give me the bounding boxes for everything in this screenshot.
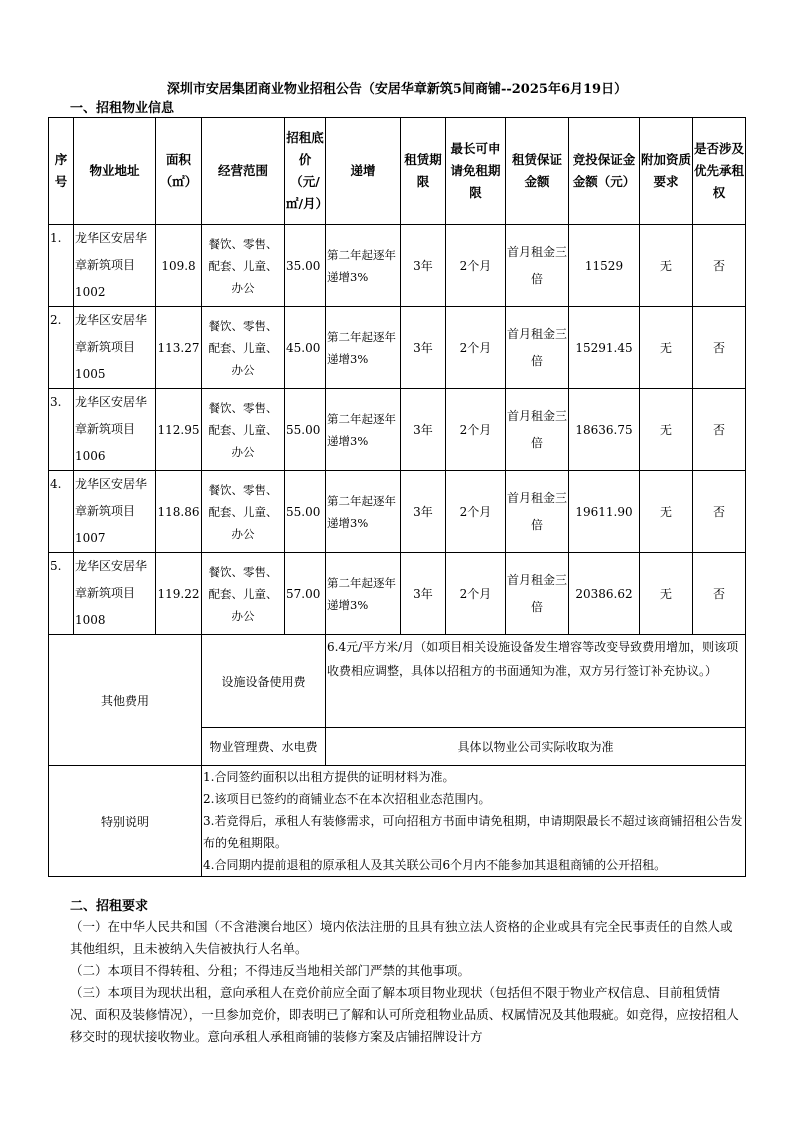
col-header: 最长可申请免租期限 xyxy=(446,118,506,225)
table-row xyxy=(49,471,746,553)
cell-increase: 第二年起逐年递增3% xyxy=(326,225,401,307)
cell-priority: 否 xyxy=(693,225,746,307)
cell-qual: 无 xyxy=(640,307,693,389)
cell-term: 3年 xyxy=(401,553,446,635)
cell-address: 龙华区安居华章新筑项目1006 xyxy=(74,389,156,471)
cell-bid: 20386.62 xyxy=(569,553,640,635)
cell-qual: 无 xyxy=(640,389,693,471)
facility-fee-text: 6.4元/平方米/月（如项目相关设施设备发生增容等改变导致费用增加，则该项收费相应调整，具体以招租方的书面通知为准，双方另行签订补充协议。） xyxy=(326,635,746,728)
col-header: 招租底价（元/㎡/月） xyxy=(285,118,326,225)
col-header: 物业地址 xyxy=(74,118,156,225)
cell-address: 龙华区安居华章新筑项目1008 xyxy=(74,553,156,635)
cell-increase: 第二年起逐年递增3% xyxy=(326,553,401,635)
special-notes-label: 特别说明 xyxy=(49,766,202,877)
cell-scope: 餐饮、零售、配套、儿童、办公 xyxy=(202,471,285,553)
special-note: 1.合同签约面积以出租方提供的证明材料为准。 xyxy=(203,770,455,784)
cell-price: 57.00 xyxy=(285,553,326,635)
col-header: 递增 xyxy=(326,118,401,225)
cell-free: 2个月 xyxy=(446,225,506,307)
cell-scope: 餐饮、零售、配套、儿童、办公 xyxy=(202,307,285,389)
other-fees-label: 其他费用 xyxy=(49,635,202,766)
property-table xyxy=(48,117,746,877)
table-row xyxy=(49,307,746,389)
cell-deposit: 首月租金三倍 xyxy=(506,307,569,389)
requirement-item: （二）本项目不得转租、分租；不得违反当地相关部门严禁的其他事项。 xyxy=(70,963,471,978)
cell-deposit: 首月租金三倍 xyxy=(506,225,569,307)
col-header: 竞投保证金金额（元） xyxy=(569,118,640,225)
col-header: 经营范围 xyxy=(202,118,285,225)
special-notes xyxy=(202,766,746,877)
cell-no: 3. xyxy=(49,389,74,471)
table-header-row xyxy=(49,118,746,225)
col-header: 面积（㎡） xyxy=(156,118,202,225)
cell-address: 龙华区安居华章新筑项目1007 xyxy=(74,471,156,553)
cell-bid: 18636.75 xyxy=(569,389,640,471)
facility-fee-row xyxy=(49,635,746,728)
col-header: 附加资质要求 xyxy=(640,118,693,225)
document-title: 深圳市安居集团商业物业招租公告（安居华章新筑5间商铺--2025年6月19日） xyxy=(166,82,628,97)
cell-free: 2个月 xyxy=(446,389,506,471)
cell-no: 5. xyxy=(49,553,74,635)
cell-address: 龙华区安居华章新筑项目1002 xyxy=(74,225,156,307)
special-note: 4.合同期内提前退租的原承租人及其关联公司6个月内不能参加其退租商铺的公开招租。 xyxy=(203,858,667,872)
cell-scope: 餐饮、零售、配套、儿童、办公 xyxy=(202,389,285,471)
cell-price: 45.00 xyxy=(285,307,326,389)
cell-area: 119.22 xyxy=(156,553,202,635)
cell-area: 113.27 xyxy=(156,307,202,389)
requirements-list xyxy=(70,916,740,1048)
cell-qual: 无 xyxy=(640,471,693,553)
cell-area: 112.95 xyxy=(156,389,202,471)
cell-priority: 否 xyxy=(693,471,746,553)
cell-qual: 无 xyxy=(640,225,693,307)
cell-free: 2个月 xyxy=(446,471,506,553)
table-row xyxy=(49,389,746,471)
section-heading-property-info: 一、招租物业信息 xyxy=(70,101,175,116)
requirement-item: （三）本项目为现状出租，意向承租人在竞价前应全面了解本项目物业现状（包括但不限于物业产权信息、目前租赁情况、面积及装修情况），一旦参加竞价，即表明已了解和认可所竞租物业品质、权属情况及其他瑕疵。如竞得，应按招租人移交时的现状接收物业。意向承租人承租商铺的装修方案及店铺招牌设计方 xyxy=(70,985,739,1044)
cell-increase: 第二年起逐年递增3% xyxy=(326,389,401,471)
special-note: 2.该项目已签约的商铺业态不在本次招租业态范围内。 xyxy=(203,792,491,806)
cell-price: 55.00 xyxy=(285,471,326,553)
cell-term: 3年 xyxy=(401,307,446,389)
cell-term: 3年 xyxy=(401,471,446,553)
cell-price: 35.00 xyxy=(285,225,326,307)
cell-area: 109.8 xyxy=(156,225,202,307)
cell-qual: 无 xyxy=(640,553,693,635)
section-heading-requirements: 二、招租要求 xyxy=(70,899,149,914)
cell-bid: 15291.45 xyxy=(569,307,640,389)
col-header: 是否涉及优先承租权 xyxy=(693,118,746,225)
mgmt-fee-text: 具体以物业公司实际收取为准 xyxy=(326,728,746,766)
cell-free: 2个月 xyxy=(446,307,506,389)
col-header: 租赁期限 xyxy=(401,118,446,225)
cell-deposit: 首月租金三倍 xyxy=(506,553,569,635)
cell-no: 2. xyxy=(49,307,74,389)
cell-term: 3年 xyxy=(401,225,446,307)
facility-fee-label: 设施设备使用费 xyxy=(202,635,326,728)
cell-free: 2个月 xyxy=(446,553,506,635)
table-row xyxy=(49,553,746,635)
mgmt-fee-label: 物业管理费、水电费 xyxy=(202,728,326,766)
cell-increase: 第二年起逐年递增3% xyxy=(326,307,401,389)
cell-priority: 否 xyxy=(693,307,746,389)
cell-priority: 否 xyxy=(693,389,746,471)
col-header: 租赁保证金额 xyxy=(506,118,569,225)
special-note: 3.若竞得后，承租人有装修需求，可向招租方书面申请免租期，申请期限最长不超过该商铺招租公告发布的免租期限。 xyxy=(203,814,743,850)
cell-scope: 餐饮、零售、配套、儿童、办公 xyxy=(202,225,285,307)
cell-no: 1. xyxy=(49,225,74,307)
requirement-item: （一）在中华人民共和国（不含港澳台地区）境内依法注册的且具有独立法人资格的企业或具有完全民事责任的自然人或其他组织，且未被纳入失信被执行人名单。 xyxy=(70,919,733,956)
cell-priority: 否 xyxy=(693,553,746,635)
cell-deposit: 首月租金三倍 xyxy=(506,471,569,553)
cell-deposit: 首月租金三倍 xyxy=(506,389,569,471)
table-row xyxy=(49,225,746,307)
cell-no: 4. xyxy=(49,471,74,553)
cell-increase: 第二年起逐年递增3% xyxy=(326,471,401,553)
col-header: 序号 xyxy=(49,118,74,225)
cell-scope: 餐饮、零售、配套、儿童、办公 xyxy=(202,553,285,635)
special-notes-row xyxy=(49,766,746,877)
cell-area: 118.86 xyxy=(156,471,202,553)
cell-term: 3年 xyxy=(401,389,446,471)
cell-bid: 19611.90 xyxy=(569,471,640,553)
cell-price: 55.00 xyxy=(285,389,326,471)
cell-address: 龙华区安居华章新筑项目1005 xyxy=(74,307,156,389)
cell-bid: 11529 xyxy=(569,225,640,307)
